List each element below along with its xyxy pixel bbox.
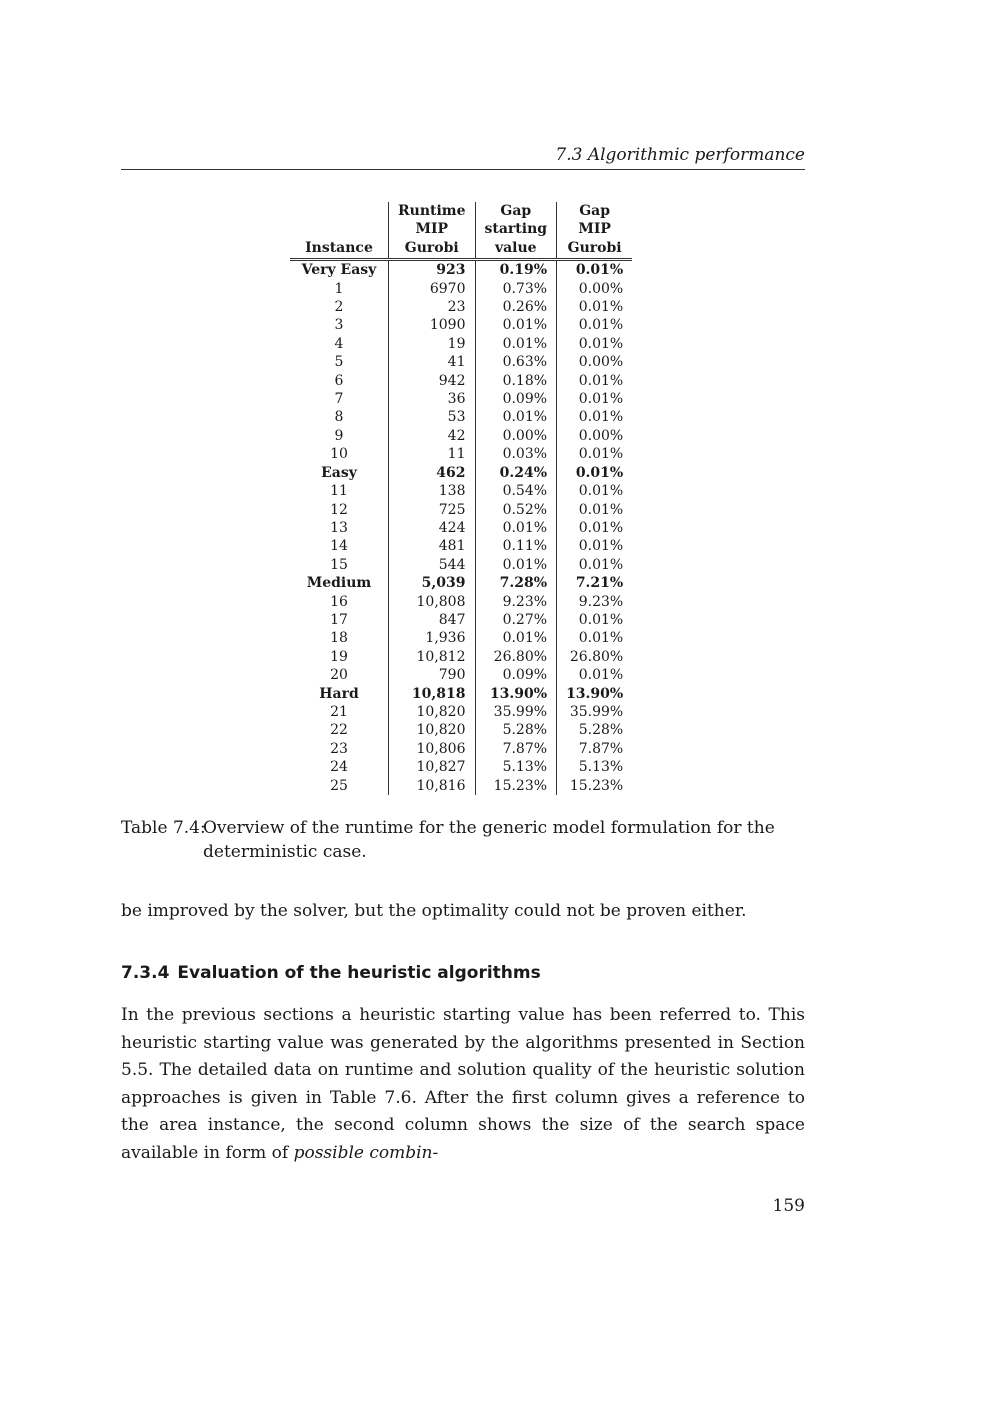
value-cell: 19 [389,335,476,353]
header-row [290,239,632,260]
table-row [290,611,632,629]
value-cell: 0.63% [475,353,557,371]
value-cell: 0.09% [475,390,557,408]
value-cell: 0.00% [557,427,633,445]
value-cell: 15.23% [557,777,633,795]
instance-cell: 17 [330,611,348,628]
column-header [290,220,389,238]
value-cell: 0.01% [557,501,633,519]
value-cell: 35.99% [475,703,557,721]
value-cell: 0.01% [557,482,633,500]
instance-cell: 1 [334,280,344,297]
value-cell: 0.01% [475,408,557,426]
instance-cell: 9 [334,427,344,444]
instance-cell: 12 [330,501,348,518]
section-heading [121,961,541,985]
table-row [290,408,632,426]
value-cell: 5.28% [557,721,633,739]
instance-cell: 6 [334,372,344,389]
value-cell: 462 [389,464,476,482]
instance-cell: 13 [330,519,348,536]
value-cell: 0.00% [557,280,633,298]
table-row [290,777,632,795]
table-row [290,721,632,739]
caption-text: Overview of the runtime for the generic model formulation for the deterministic case. [203,818,775,862]
table-row [290,629,632,647]
instance-cell: 25 [330,777,348,794]
table-row [290,703,632,721]
column-header: MIP [557,220,633,238]
table-row [290,335,632,353]
value-cell: 0.54% [475,482,557,500]
table-caption [121,816,807,864]
value-cell: 41 [389,353,476,371]
value-cell: 0.01% [557,408,633,426]
value-cell: 0.73% [475,280,557,298]
instance-cell: 23 [330,740,348,757]
table-row [290,593,632,611]
column-header: Runtime [389,202,476,220]
instance-cell: 14 [330,538,348,555]
instance-cell: 16 [330,593,348,610]
table-row [290,537,632,555]
value-cell: 0.18% [475,372,557,390]
value-cell: 0.01% [557,666,633,684]
table-row [290,372,632,390]
value-cell: 6970 [389,280,476,298]
instance-cell: 10 [330,446,348,463]
value-cell: 10,808 [389,593,476,611]
value-cell: 7.87% [475,740,557,758]
instance-cell: 21 [330,703,348,720]
value-cell: 138 [389,482,476,500]
column-header: value [475,239,557,260]
value-cell: 10,818 [389,685,476,703]
value-cell: 7.28% [475,574,557,592]
table-row [290,648,632,666]
value-cell: 0.00% [475,427,557,445]
value-cell: 0.09% [475,666,557,684]
instance-cell: Very Easy [301,262,377,279]
value-cell: 481 [389,537,476,555]
value-cell: 0.01% [475,519,557,537]
column-header [290,202,389,220]
instance-cell: 4 [334,335,344,352]
value-cell: 23 [389,298,476,316]
value-cell: 942 [389,372,476,390]
column-header: Gap [475,202,557,220]
instance-cell: Hard [319,685,359,702]
value-cell: 5.13% [475,758,557,776]
column-header: Instance [290,239,389,260]
paragraph-emphasis: possible combin- [293,1142,439,1163]
instance-cell: 11 [330,483,348,500]
instance-cell: 24 [330,759,348,776]
section-number: 7.3.4 [121,963,170,983]
value-cell: 0.01% [557,372,633,390]
table-row [290,445,632,463]
instance-cell: 3 [334,317,344,334]
value-cell: 0.01% [557,556,633,574]
value-cell: 0.11% [475,537,557,555]
value-cell: 0.01% [557,316,633,334]
table-row [290,316,632,334]
table-row [290,740,632,758]
value-cell: 0.01% [475,316,557,334]
value-cell: 10,820 [389,721,476,739]
value-cell: 13.90% [557,685,633,703]
table-row [290,353,632,371]
value-cell: 0.01% [557,611,633,629]
table-header [290,202,632,260]
header-rule [121,169,805,170]
table-group-row [290,260,632,280]
value-cell: 9.23% [557,593,633,611]
value-cell: 923 [389,260,476,280]
value-cell: 544 [389,556,476,574]
value-cell: 0.01% [557,298,633,316]
value-cell: 0.01% [557,260,633,280]
instance-cell: 19 [330,648,348,665]
table-row [290,280,632,298]
value-cell: 11 [389,445,476,463]
value-cell: 42 [389,427,476,445]
value-cell: 0.19% [475,260,557,280]
table-body [290,260,632,795]
value-cell: 26.80% [557,648,633,666]
table-row [290,482,632,500]
value-cell: 0.01% [557,390,633,408]
value-cell: 0.01% [475,556,557,574]
value-cell: 13.90% [475,685,557,703]
value-cell: 790 [389,666,476,684]
running-head: 7.3 Algorithmic performance [555,145,805,165]
paragraph-heuristic [121,1002,805,1168]
value-cell: 36 [389,390,476,408]
value-cell: 725 [389,501,476,519]
value-cell: 10,827 [389,758,476,776]
instance-cell: 5 [334,354,344,371]
value-cell: 35.99% [557,703,633,721]
value-cell: 10,806 [389,740,476,758]
value-cell: 0.01% [557,537,633,555]
table-row [290,390,632,408]
column-header: Gurobi [557,239,633,260]
section-title: Evaluation of the heuristic algorithms [177,963,541,983]
table-row [290,666,632,684]
value-cell: 53 [389,408,476,426]
value-cell: 10,816 [389,777,476,795]
instance-cell: 15 [330,556,348,573]
paragraph-text: In the previous sections a heuristic starting value has been referred to. This heuristic starting value was generated by the algorithms presented in Section 5.5. The detailed data on runtime and solution quality of the heuristic solution approaches is given in Table 7.6. After the first column gives a reference to the area instance, the second column shows the size of the search space available in form of [121,1005,805,1163]
runtime-table [290,202,632,795]
instance-cell: 2 [334,299,344,316]
value-cell: 0.01% [475,335,557,353]
column-header: Gurobi [389,239,476,260]
table-row [290,427,632,445]
table-row [290,556,632,574]
value-cell: 1090 [389,316,476,334]
page-number: 159 [772,1196,805,1216]
value-cell: 7.21% [557,574,633,592]
instance-cell: 7 [334,391,344,408]
value-cell: 10,820 [389,703,476,721]
value-cell: 0.01% [557,335,633,353]
value-cell: 0.01% [557,519,633,537]
table-row [290,298,632,316]
caption-label: Table 7.4: [121,818,206,838]
table-group-row [290,574,632,592]
instance-cell: 8 [334,409,344,426]
value-cell: 5,039 [389,574,476,592]
value-cell: 0.01% [557,445,633,463]
value-cell: 424 [389,519,476,537]
value-cell: 847 [389,611,476,629]
table-group-row [290,685,632,703]
instance-cell: 18 [330,630,348,647]
column-header: MIP [389,220,476,238]
value-cell: 5.28% [475,721,557,739]
value-cell: 0.03% [475,445,557,463]
header-row [290,220,632,238]
header-row [290,202,632,220]
value-cell: 15.23% [475,777,557,795]
column-header: Gap [557,202,633,220]
paragraph-continuation: be improved by the solver, but the optimality could not be proven either. [121,901,747,921]
value-cell: 0.52% [475,501,557,519]
value-cell: 0.24% [475,464,557,482]
value-cell: 1,936 [389,629,476,647]
value-cell: 0.26% [475,298,557,316]
table-row [290,501,632,519]
instance-cell: 22 [330,722,348,739]
table-group-row [290,464,632,482]
value-cell: 10,812 [389,648,476,666]
value-cell: 0.01% [475,629,557,647]
value-cell: 0.01% [557,629,633,647]
instance-cell: Easy [321,464,357,481]
table-row [290,758,632,776]
value-cell: 0.27% [475,611,557,629]
value-cell: 0.01% [557,464,633,482]
value-cell: 9.23% [475,593,557,611]
table-row [290,519,632,537]
instance-cell: Medium [306,575,372,592]
value-cell: 5.13% [557,758,633,776]
instance-cell: 20 [330,667,348,684]
value-cell: 0.00% [557,353,633,371]
value-cell: 26.80% [475,648,557,666]
value-cell: 7.87% [557,740,633,758]
column-header: starting [475,220,557,238]
